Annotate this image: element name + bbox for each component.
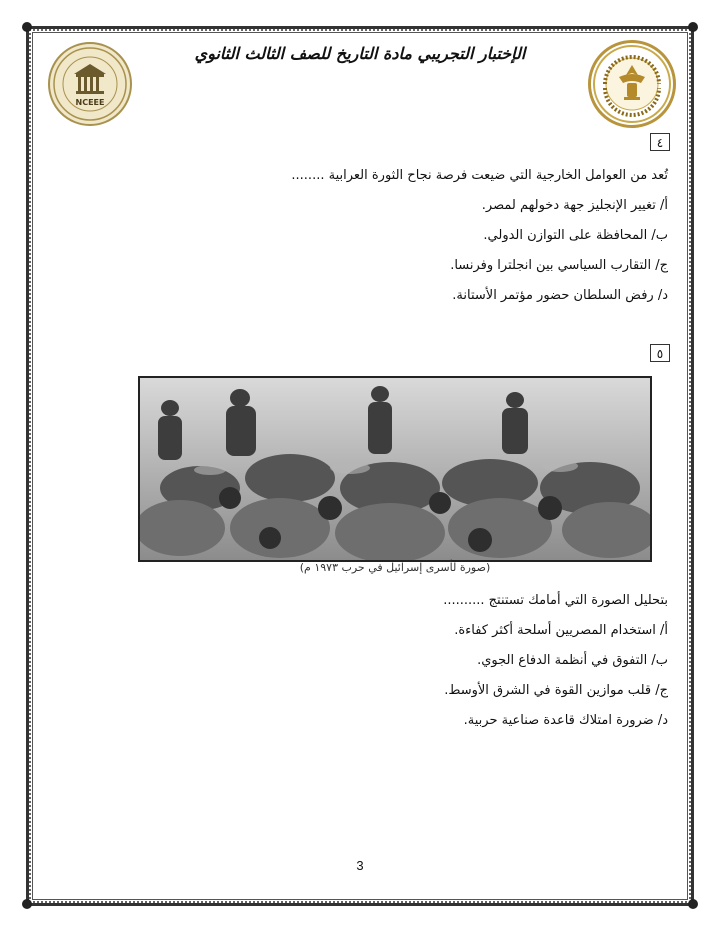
- question-4-stem: تُعد من العوامل الخارجية التي ضيعت فرصة نجاح الثورة العرابية ........: [291, 168, 668, 183]
- question-4-option-a[interactable]: أ/ تغيير الإنجليز جهة دخولهم لمصر.: [481, 198, 668, 213]
- war-photo-icon: [138, 376, 652, 562]
- question-4-number: ٤: [650, 133, 670, 151]
- ministry-of-education-seal-icon: [588, 40, 676, 128]
- page-title: الإختبار التجريبي مادة التاريخ للصف الثالث الثانوي: [194, 44, 526, 63]
- question-4-option-c[interactable]: ج/ التقارب السياسي بين انجلترا وفرنسا.: [450, 258, 668, 273]
- corner-ornament: [22, 899, 32, 909]
- question-5-option-b[interactable]: ب/ التفوق في أنظمة الدفاع الجوي.: [477, 653, 668, 668]
- nceee-seal-icon: [48, 42, 132, 126]
- page-number: 3: [356, 858, 364, 873]
- question-5-stem: بتحليل الصورة التي أمامك تستنتج ..........: [443, 593, 668, 608]
- question-5-option-a[interactable]: أ/ استخدام المصريين أسلحة أكثر كفاءة.: [454, 623, 668, 638]
- corner-ornament: [688, 22, 698, 32]
- corner-ornament: [22, 22, 32, 32]
- question-5-option-c[interactable]: ج/ قلب موازين القوة في الشرق الأوسط.: [444, 683, 668, 698]
- nceee-label: NCEEE: [75, 98, 105, 107]
- question-5-option-d[interactable]: د/ ضرورة امتلاك قاعدة صناعية حربية.: [463, 713, 668, 728]
- corner-ornament: [688, 899, 698, 909]
- photo-caption: (صورة لأسرى إسرائيل في حرب ١٩٧٣ م): [299, 561, 491, 574]
- question-4-option-d[interactable]: د/ رفض السلطان حضور مؤتمر الأستانة.: [452, 288, 668, 303]
- question-4-option-b[interactable]: ب/ المحافظة على التوازن الدولي.: [483, 228, 668, 243]
- question-5-number: ٥: [650, 344, 670, 362]
